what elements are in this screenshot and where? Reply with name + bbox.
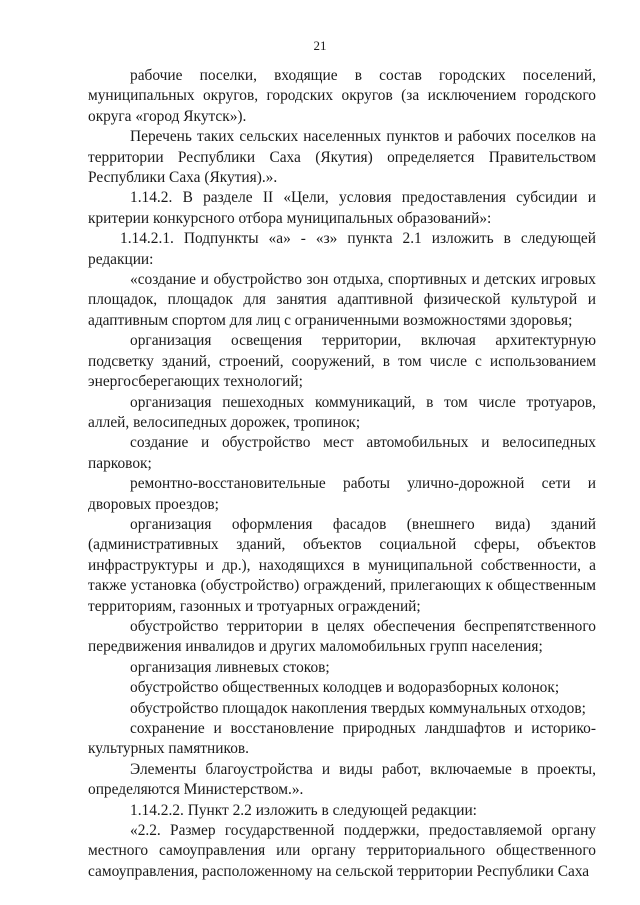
list-item-recreation-zones: «создание и обустройство зон отдыха, спортивных и детских игровых площадок, площадок для занятия адаптивной физической культурой и адаптивным спортом для лиц с ограниченными возможностями здоровья; bbox=[88, 271, 596, 329]
paragraph-2-2: «2.2. Размер государственной поддержки, предоставляемой органу местного самоуправления или органу территориального общественного самоуправления, расположенному на сельской территории Республики Саха bbox=[88, 822, 596, 880]
list-item-parking: создание и обустройство мест автомобильных и велосипедных парковок; bbox=[88, 434, 596, 472]
paragraph-1-14-2-2: 1.14.2.2. Пункт 2.2 изложить в следующей редакции: bbox=[130, 801, 477, 819]
page-number: 21 bbox=[313, 38, 327, 53]
list-item-lighting: организация освещения территории, включая архитектурную подсветку зданий, строений, сооружений, в том числе с использованием энергосберегающих технологий; bbox=[88, 332, 596, 391]
list-item-waste-sites: обустройство площадок накопления твердых коммунальных отходов; bbox=[130, 699, 586, 717]
paragraph-rural-settlements: рабочие поселки, входящие в состав городских поселений, муниципальных округов, городских округов (за исключением городского округа «город Якутск»). bbox=[88, 67, 596, 125]
list-item-accessibility: обустройство территории в целях обеспечения беспрепятственного передвижения инвалидов и других маломобильных групп населения; bbox=[88, 617, 596, 656]
list-item-landscapes: сохранение и восстановление природных ландшафтов и историко-культурных памятников. bbox=[88, 720, 596, 758]
paragraph-1-14-2-1: 1.14.2.1. Подпункты «а» - «з» пункта 2.1 изложить в следующей редакции: bbox=[88, 230, 596, 268]
paragraph-elements: Элементы благоустройства и виды работ, включаемые в проекты, определяются Министерством.». bbox=[88, 760, 596, 799]
document-body bbox=[88, 66, 596, 882]
list-item-wells: обустройство общественных колодцев и водоразборных колонок; bbox=[130, 679, 560, 697]
paragraph-settlements-list: Перечень таких сельских населенных пунктов и рабочих поселков на территории Республики Саха (Якутия) определяется Правительством Республики Саха (Якутия).». bbox=[88, 128, 596, 187]
list-item-pedestrian: организация пешеходных коммуникаций, в том числе тротуаров, аллей, велосипедных дорожек, тропинок; bbox=[88, 393, 596, 431]
paragraph-1-14-2: 1.14.2. В разделе II «Цели, условия предоставления субсидии и критерии конкурсного отбора муниципальных образований»: bbox=[88, 189, 596, 227]
list-item-facades: организация оформления фасадов (внешнего вида) зданий (административных зданий, объектов социальной сферы, объектов инфраструктуры и др.), находящихся в муниципальной собственности, а также установка (обустройство) ограждений, прилегающих к общественным территориям, газонных и тротуарных ограждений; bbox=[88, 515, 596, 615]
list-item-road-repair: ремонтно-восстановительные работы улично-дорожной сети и дворовых проездов; bbox=[88, 475, 596, 513]
list-item-storm-drains: организация ливневых стоков; bbox=[130, 658, 330, 676]
